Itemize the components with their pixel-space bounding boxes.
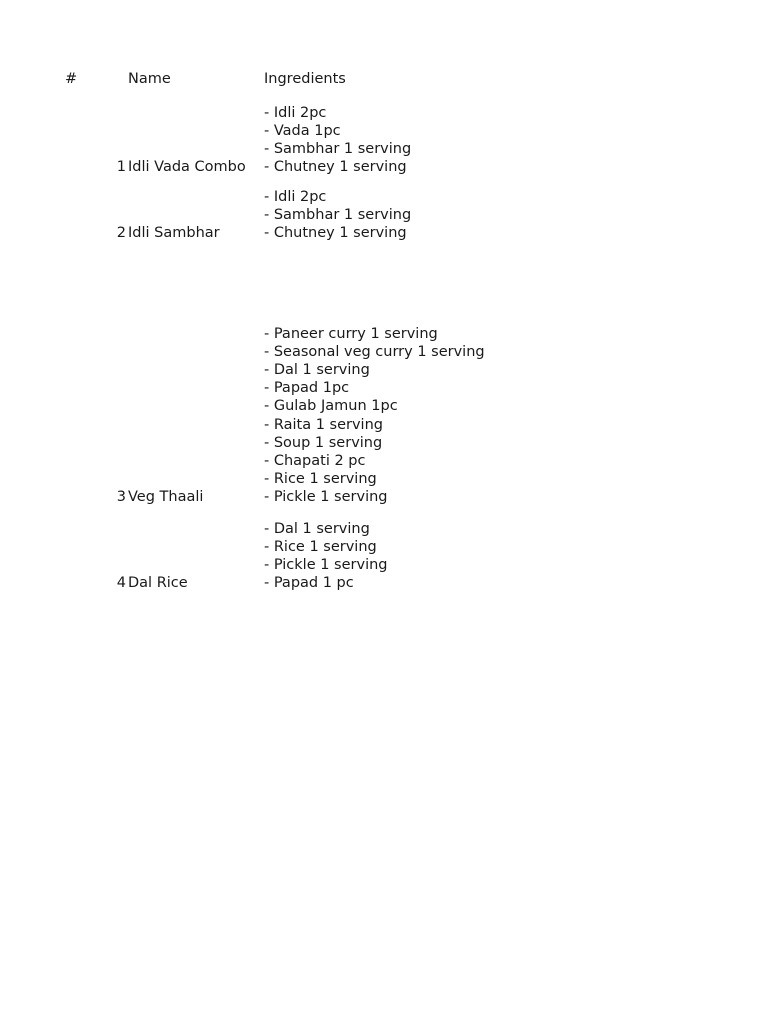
ingredient-item: - Idli 2pc — [264, 104, 327, 121]
header-number: # — [65, 71, 78, 87]
ingredient-item: - Rice 1 serving — [264, 538, 377, 555]
ingredient-item: - Chutney 1 serving — [264, 158, 407, 175]
ingredient-list — [264, 104, 411, 176]
ingredient-item: - Sambhar 1 serving — [264, 140, 412, 157]
ingredient-item: - Dal 1 serving — [264, 362, 370, 379]
ingredient-list — [264, 325, 485, 506]
table-row — [0, 515, 768, 592]
table-row — [0, 320, 768, 506]
row-number: 1 — [116, 159, 126, 175]
dish-name: Idli Vada Combo — [128, 159, 246, 175]
ingredient-item: - Idli 2pc — [264, 188, 327, 205]
ingredient-list — [264, 520, 388, 592]
ingredient-item: - Papad 1pc — [264, 380, 350, 397]
ingredient-item: - Gulab Jamun 1pc — [264, 398, 398, 415]
ingredient-item: - Paneer curry 1 serving — [264, 326, 438, 343]
ingredient-item: - Papad 1 pc — [264, 574, 354, 591]
table-row — [0, 180, 768, 242]
row-number: 4 — [116, 575, 126, 591]
row-number: 3 — [116, 489, 126, 505]
ingredient-item: - Pickle 1 serving — [264, 556, 388, 573]
ingredient-item: - Dal 1 serving — [264, 520, 370, 537]
ingredient-item: - Raita 1 serving — [264, 416, 383, 433]
table-row — [0, 100, 768, 176]
ingredient-item: - Sambhar 1 serving — [264, 206, 412, 223]
ingredient-item: - Vada 1pc — [264, 122, 341, 139]
ingredient-item: - Chutney 1 serving — [264, 224, 407, 241]
ingredient-item: - Rice 1 serving — [264, 470, 377, 487]
header-ingredients: Ingredients — [264, 71, 346, 87]
row-number: 2 — [116, 225, 126, 241]
header-name: Name — [128, 71, 171, 87]
dish-name: Dal Rice — [128, 575, 188, 591]
ingredient-item: - Pickle 1 serving — [264, 488, 388, 505]
dish-name: Idli Sambhar — [128, 225, 220, 241]
ingredient-list — [264, 188, 411, 242]
ingredient-item: - Chapati 2 pc — [264, 452, 366, 469]
dish-name: Veg Thaali — [128, 489, 204, 505]
ingredient-item: - Soup 1 serving — [264, 434, 383, 451]
ingredient-item: - Seasonal veg curry 1 serving — [264, 344, 485, 361]
